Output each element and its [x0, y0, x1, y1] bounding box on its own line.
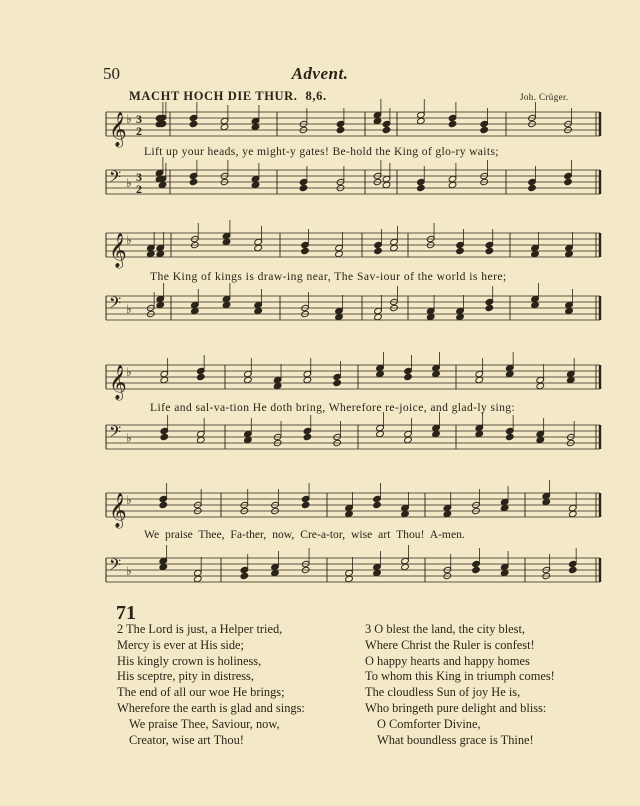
note-head: [158, 181, 167, 188]
note-head: [382, 120, 391, 127]
note-head: [426, 307, 435, 314]
note-head: [345, 569, 354, 576]
note-head: [374, 313, 383, 320]
note-head: [193, 575, 202, 582]
note-head: [542, 498, 551, 505]
hymn-number: 71: [116, 602, 136, 624]
note-head: [373, 495, 382, 502]
note-head: [568, 560, 577, 567]
note-head: [528, 178, 537, 185]
note-head: [564, 172, 573, 179]
verse-line: The end of all our woe He brings;: [117, 685, 285, 700]
note-head: [335, 244, 344, 251]
note-head: [568, 566, 577, 573]
note-head: [401, 557, 410, 564]
verse-line: O happy hearts and happy homes: [365, 653, 530, 668]
note-head: [156, 250, 165, 257]
verse-line: O Comforter Divine,: [377, 716, 481, 731]
note-head: [373, 501, 382, 508]
note-head: [335, 313, 344, 320]
note-head: [345, 504, 354, 511]
note-head: [382, 181, 391, 188]
note-head: [240, 566, 249, 573]
note-head: [404, 373, 413, 380]
verse-line: Where Christ the Ruler is confest!: [365, 637, 535, 652]
note-head: [448, 114, 457, 121]
note-head: [382, 126, 391, 133]
note-head: [531, 250, 540, 257]
verse-line: 2 The Lord is just, a Helper tried,: [117, 622, 283, 636]
note-head: [301, 241, 310, 248]
note-head: [505, 370, 514, 377]
note-head: [432, 424, 441, 431]
note-head: [404, 436, 413, 443]
note-head: [448, 181, 457, 188]
note-head: [565, 307, 574, 314]
note-head: [448, 120, 457, 127]
note-head: [301, 247, 310, 254]
note-head: [336, 120, 345, 127]
note-head: [146, 244, 155, 251]
note-head: [196, 430, 205, 437]
note-head: [159, 495, 168, 502]
note-head: [254, 307, 263, 314]
note-head: [301, 501, 310, 508]
tune-name: MACHT HOCH DIE THUR.: [129, 89, 298, 103]
composer: Joh. Crüger.: [520, 92, 569, 102]
note-head: [160, 370, 169, 377]
lyrics-line-2: The King of kings is draw-ing near, The Sav-iour of the world is here;: [150, 270, 507, 283]
note-head: [448, 175, 457, 182]
note-head: [564, 178, 573, 185]
note-head: [443, 510, 452, 517]
note-head: [244, 376, 253, 383]
note-head: [159, 563, 168, 570]
note-head: [376, 424, 385, 431]
lyrics-line-1: Lift up your heads, ye might-y gates! Be-hold the King of glo-ry waits;: [144, 145, 499, 158]
verse-3: [365, 622, 555, 748]
note-head: [475, 430, 484, 437]
note-head: [222, 238, 231, 245]
note-head: [240, 572, 249, 579]
bass-clef: 𝄢: [109, 168, 122, 190]
note-head: [376, 364, 385, 371]
note-head: [196, 436, 205, 443]
treble-clef: 𝄞: [109, 493, 127, 528]
note-head: [401, 504, 410, 511]
note-head: [254, 301, 263, 308]
note-head: [432, 364, 441, 371]
flat-sign: ♭: [126, 564, 132, 578]
note-head: [401, 510, 410, 517]
note-head: [376, 430, 385, 437]
note-head: [271, 569, 280, 576]
note-head: [196, 373, 205, 380]
note-head: [251, 181, 260, 188]
note-head: [426, 313, 435, 320]
note-head: [417, 184, 426, 191]
note-head: [443, 504, 452, 511]
note-head: [160, 376, 169, 383]
note-head: [303, 427, 312, 434]
note-head: [222, 295, 231, 302]
note-head: [373, 117, 382, 124]
tune-meter: 8,6.: [305, 89, 327, 103]
verse-line: Mercy is ever at His side;: [117, 637, 244, 652]
note-head: [382, 175, 391, 182]
note-head: [566, 370, 575, 377]
note-head: [472, 566, 481, 573]
note-head: [333, 379, 342, 386]
note-head: [475, 376, 484, 383]
lyrics-line-3: Life and sal-va-tion He doth bring, Wherefore re-joice, and glad-ly sing:: [150, 401, 516, 414]
note-head: [536, 382, 545, 389]
lyrics-line-4: We praise Thee, Fa-ther, now, Cre-a-tor, wise art Thou! A-men.: [144, 528, 465, 541]
note-head: [531, 295, 540, 302]
note-head: [500, 569, 509, 576]
note-head: [536, 376, 545, 383]
note-head: [390, 238, 399, 245]
note-head: [485, 304, 494, 311]
note-head: [417, 178, 426, 185]
note-head: [374, 241, 383, 248]
note-head: [191, 301, 200, 308]
note-head: [542, 492, 551, 499]
note-head: [220, 117, 229, 124]
note-head: [159, 557, 168, 564]
note-head: [568, 510, 577, 517]
note-head: [565, 250, 574, 257]
note-head: [475, 370, 484, 377]
bass-clef: 𝄢: [109, 423, 122, 445]
note-head: [536, 436, 545, 443]
verse-line: What boundless grace is Thine!: [377, 732, 534, 747]
note-head: [528, 184, 537, 191]
time-signature-top: 3: [136, 170, 142, 184]
flat-sign: ♭: [126, 176, 132, 190]
verse-line: Who bringeth pure delight and bliss:: [365, 700, 547, 715]
verse-line: To whom this King in triumph comes!: [365, 669, 555, 684]
note-head: [417, 117, 426, 124]
note-head: [189, 120, 198, 127]
note-head: [376, 370, 385, 377]
flat-sign: ♭: [126, 493, 132, 507]
page-number: 50: [103, 64, 120, 83]
note-head: [222, 301, 231, 308]
verse-line: We praise Thee, Saviour, now,: [129, 716, 280, 731]
note-head: [160, 427, 169, 434]
note-head: [500, 563, 509, 570]
note-head: [404, 367, 413, 374]
note-head: [146, 250, 155, 257]
verse-line: Creator, wise art Thou!: [129, 732, 244, 747]
note-head: [251, 123, 260, 130]
note-head: [485, 247, 494, 254]
note-head: [189, 172, 198, 179]
note-head: [244, 430, 253, 437]
note-head: [189, 178, 198, 185]
note-head: [303, 376, 312, 383]
note-head: [301, 495, 310, 502]
flat-sign: ♭: [126, 365, 132, 379]
section-title: Advent.: [291, 64, 349, 83]
note-head: [156, 301, 165, 308]
note-head: [401, 563, 410, 570]
note-head: [333, 373, 342, 380]
note-head: [273, 382, 282, 389]
note-head: [373, 569, 382, 576]
note-head: [565, 301, 574, 308]
flat-sign: ♭: [126, 431, 132, 445]
bass-clef: 𝄢: [109, 556, 122, 578]
note-head: [336, 126, 345, 133]
note-head: [531, 301, 540, 308]
note-head: [432, 430, 441, 437]
verse-line: The cloudless Sun of joy He is,: [365, 685, 521, 700]
note-head: [432, 370, 441, 377]
note-head: [505, 364, 514, 371]
note-head: [254, 244, 263, 251]
note-head: [335, 307, 344, 314]
bass-clef: 𝄢: [109, 294, 122, 316]
note-head: [456, 241, 465, 248]
note-head: [160, 433, 169, 440]
note-head: [373, 111, 382, 118]
verse-line: His kingly crown is holiness,: [117, 653, 262, 668]
note-head: [155, 169, 164, 176]
flat-sign: ♭: [126, 302, 132, 316]
verse-line: Wherefore the earth is glad and sings:: [117, 700, 305, 715]
note-head: [159, 501, 168, 508]
note-head: [156, 295, 165, 302]
note-head: [299, 178, 308, 185]
note-head: [251, 117, 260, 124]
note-head: [480, 120, 489, 127]
note-head: [456, 307, 465, 314]
note-head: [404, 430, 413, 437]
note-head: [485, 298, 494, 305]
note-head: [271, 563, 280, 570]
note-head: [251, 175, 260, 182]
note-head: [472, 560, 481, 567]
note-head: [568, 504, 577, 511]
note-head: [156, 244, 165, 251]
flat-sign: ♭: [126, 233, 132, 247]
note-head: [531, 244, 540, 251]
note-head: [566, 376, 575, 383]
note-head: [505, 427, 514, 434]
verse-2: [117, 622, 305, 748]
note-head: [299, 184, 308, 191]
note-head: [244, 370, 253, 377]
flat-sign: ♭: [126, 112, 132, 126]
note-head: [244, 436, 253, 443]
treble-clef: 𝄞: [109, 365, 127, 400]
note-head: [456, 247, 465, 254]
note-head: [303, 433, 312, 440]
note-head: [222, 232, 231, 239]
note-head: [456, 313, 465, 320]
note-head: [373, 563, 382, 570]
note-head: [417, 111, 426, 118]
treble-clef: 𝄞: [109, 233, 127, 268]
note-head: [254, 238, 263, 245]
note-head: [475, 424, 484, 431]
note-head: [220, 123, 229, 130]
note-head: [536, 430, 545, 437]
note-head: [500, 498, 509, 505]
note-head: [345, 575, 354, 582]
note-head: [193, 569, 202, 576]
note-head: [500, 504, 509, 511]
treble-clef: 𝄞: [109, 112, 127, 147]
time-signature-bottom: 2: [136, 182, 142, 196]
note-head: [335, 250, 344, 257]
note-head: [273, 376, 282, 383]
note-head: [189, 114, 198, 121]
note-head: [345, 510, 354, 517]
time-signature-bottom: 2: [136, 124, 142, 138]
note-head: [191, 307, 200, 314]
note-head: [390, 244, 399, 251]
time-signature-top: 3: [136, 112, 142, 126]
verse-line: His sceptre, pity in distress,: [117, 669, 254, 684]
note-head: [303, 370, 312, 377]
note-head: [485, 241, 494, 248]
note-head: [374, 247, 383, 254]
verse-line: 3 O blest the land, the city blest,: [365, 622, 526, 636]
note-head: [374, 307, 383, 314]
note-head: [505, 433, 514, 440]
note-head: [480, 126, 489, 133]
note-head: [196, 367, 205, 374]
note-head: [565, 244, 574, 251]
